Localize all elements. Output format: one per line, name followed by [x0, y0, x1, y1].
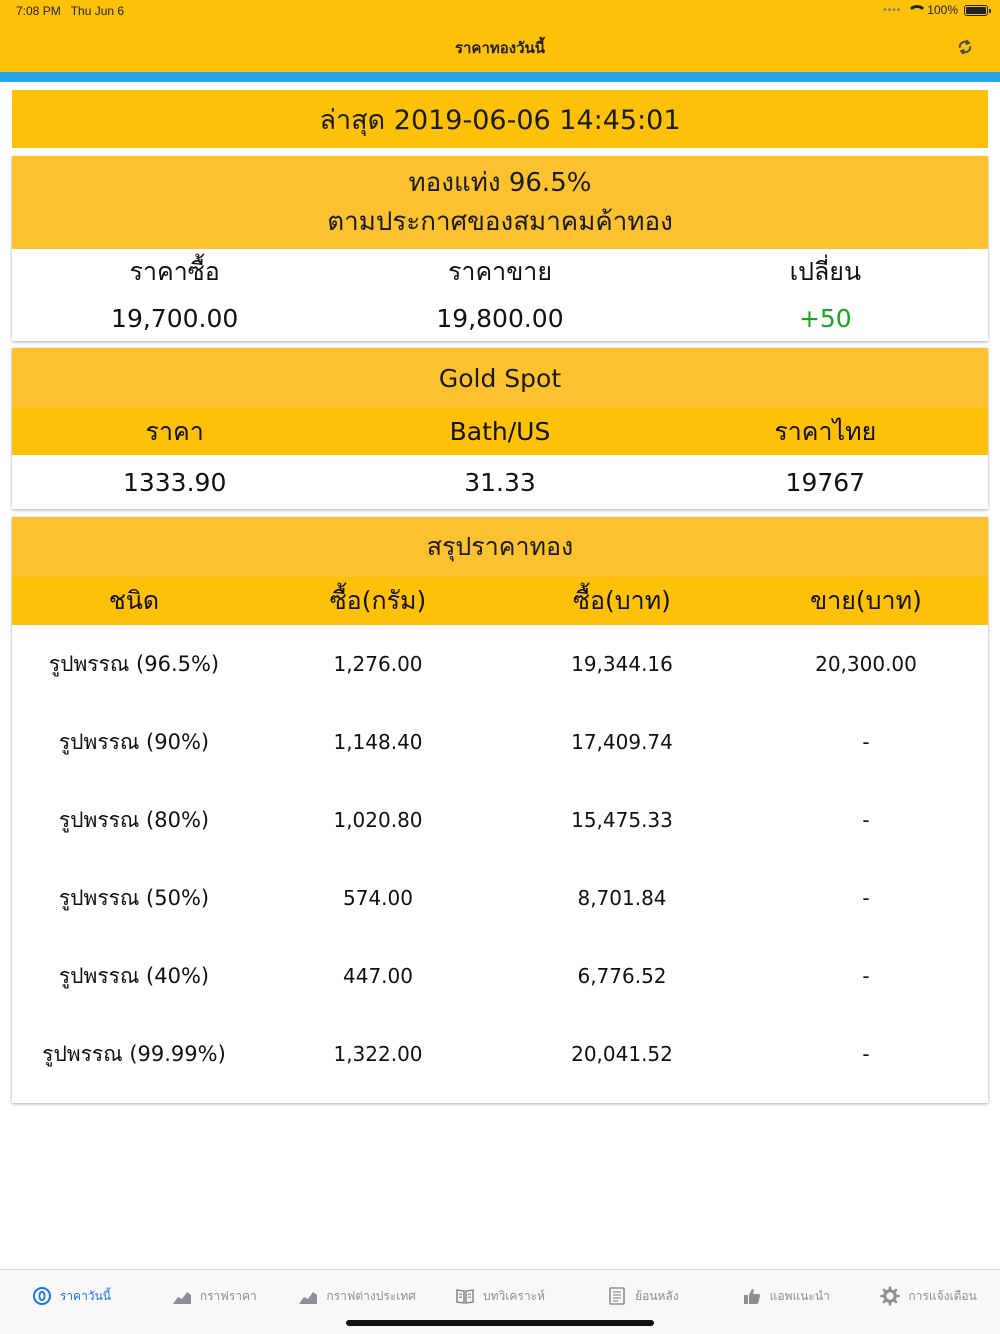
gold-bar-subtitle: ตามประกาศของสมาคมค้าทอง — [327, 207, 673, 237]
row-buy-gram: 1,148.40 — [333, 730, 423, 754]
tab-label: กราฟต่างประเทศ — [326, 1288, 416, 1303]
row-sell-baht: 20,300.00 — [815, 652, 917, 676]
row-buy-baht: 20,041.52 — [571, 1042, 673, 1066]
row-buy-baht: 19,344.16 — [571, 652, 673, 676]
tab-price-chart[interactable] — [143, 1286, 286, 1306]
price-change: +50 — [798, 303, 852, 333]
buy-label: ราคาซื้อ — [129, 257, 220, 286]
gold-spot-card — [12, 348, 988, 509]
tab-today-price[interactable] — [0, 1286, 143, 1306]
summary-title: สรุปราคาทอง — [12, 517, 988, 577]
row-buy-baht: 17,409.74 — [571, 730, 673, 754]
gold-spot-values — [12, 455, 988, 509]
page-title: ราคาทองวันนี้ — [454, 39, 546, 57]
gold-summary-card — [12, 517, 988, 1103]
row-type: รูปพรรณ (50%) — [58, 885, 210, 910]
table-row — [12, 781, 988, 859]
spot-price-label: ราคา — [145, 416, 204, 446]
spot-price: 1333.90 — [122, 467, 227, 497]
tab-label: บทวิเคราะห์ — [483, 1288, 545, 1303]
tab-label: แอพแนะนำ — [769, 1288, 830, 1303]
exchange-rate-label: Bath/US — [449, 417, 551, 446]
row-type: รูปพรรณ (80%) — [58, 807, 210, 832]
row-buy-gram: 447.00 — [343, 964, 413, 988]
home-indicator[interactable] — [346, 1320, 654, 1326]
column-header-buy-gram: ซื้อ(กรัม) — [329, 586, 427, 615]
table-row — [12, 859, 988, 937]
area-chart-icon — [298, 1286, 318, 1306]
row-sell-baht: - — [862, 886, 870, 910]
tab-label: ย้อนหลัง — [635, 1288, 679, 1303]
open-book-icon — [455, 1286, 475, 1306]
thumbs-up-icon — [742, 1286, 762, 1306]
thai-price: 19767 — [785, 467, 866, 497]
gold-spot-title: Gold Spot — [12, 348, 988, 408]
column-header-type: ชนิด — [108, 586, 160, 615]
table-row — [12, 703, 988, 781]
row-buy-baht: 8,701.84 — [577, 886, 667, 910]
status-indicators — [883, 3, 988, 17]
gold-spot-labels — [12, 408, 988, 455]
tab-label: กราฟราคา — [199, 1288, 257, 1303]
column-header-sell-baht: ขาย(บาท) — [810, 586, 922, 615]
row-sell-baht: - — [862, 964, 870, 988]
status-time: 7:08 PM Thu Jun 6 — [16, 4, 125, 18]
battery-percent: 100% — [927, 3, 958, 17]
row-buy-baht: 15,475.33 — [571, 808, 673, 832]
summary-table-header — [12, 577, 988, 625]
navigation-bar — [0, 0, 1000, 72]
gear-icon — [880, 1286, 900, 1306]
tab-notifications[interactable] — [857, 1286, 1000, 1306]
gold-bar-values — [12, 295, 988, 341]
last-updated-banner — [12, 90, 988, 148]
area-chart-icon — [172, 1286, 192, 1306]
last-updated-text: ล่าสุด 2019-06-06 14:45:01 — [319, 104, 681, 136]
row-type: รูปพรรณ (90%) — [58, 729, 210, 754]
row-sell-baht: - — [862, 808, 870, 832]
exchange-rate: 31.33 — [464, 467, 536, 497]
row-buy-gram: 1,322.00 — [333, 1042, 423, 1066]
tab-recommended-apps[interactable] — [714, 1286, 857, 1306]
column-header-buy-baht: ซื้อ(บาท) — [573, 586, 671, 615]
gold-bar-labels — [12, 249, 988, 295]
buy-price: 19,700.00 — [111, 303, 239, 333]
refresh-icon[interactable] — [956, 38, 974, 56]
table-row — [12, 1015, 988, 1093]
tab-analysis[interactable] — [429, 1286, 572, 1306]
document-list-icon — [607, 1286, 627, 1306]
wifi-icon — [907, 5, 921, 15]
row-buy-baht: 6,776.52 — [577, 964, 667, 988]
gold-bar-title: ทองแท่ง 96.5% — [408, 168, 592, 198]
sell-label: ราคาขาย — [447, 257, 552, 286]
row-type: รูปพรรณ (99.99%) — [42, 1041, 226, 1066]
gold-coin-icon — [32, 1286, 52, 1306]
row-sell-baht: - — [862, 1042, 870, 1066]
gold-bar-header — [12, 156, 988, 249]
row-type: รูปพรรณ (40%) — [58, 963, 210, 988]
tab-label: การแจ้งเตือน — [908, 1288, 977, 1303]
change-label: เปลี่ยน — [789, 257, 862, 286]
row-type: รูปพรรณ (96.5%) — [48, 651, 220, 676]
signal-icon: •••• — [883, 4, 902, 16]
tab-foreign-chart[interactable] — [286, 1286, 429, 1306]
thai-price-label: ราคาไทย — [774, 416, 877, 446]
tab-history[interactable] — [571, 1286, 714, 1306]
tab-label: ราคาวันนี้ — [59, 1288, 111, 1303]
accent-divider — [0, 72, 1000, 82]
battery-icon — [964, 5, 988, 16]
sell-price: 19,800.00 — [436, 303, 564, 333]
summary-table-body — [12, 625, 988, 1093]
row-buy-gram: 1,276.00 — [333, 652, 423, 676]
table-row — [12, 625, 988, 703]
gold-bar-card — [12, 156, 988, 341]
table-row — [12, 937, 988, 1015]
row-buy-gram: 574.00 — [343, 886, 413, 910]
row-buy-gram: 1,020.80 — [333, 808, 423, 832]
row-sell-baht: - — [862, 730, 870, 754]
